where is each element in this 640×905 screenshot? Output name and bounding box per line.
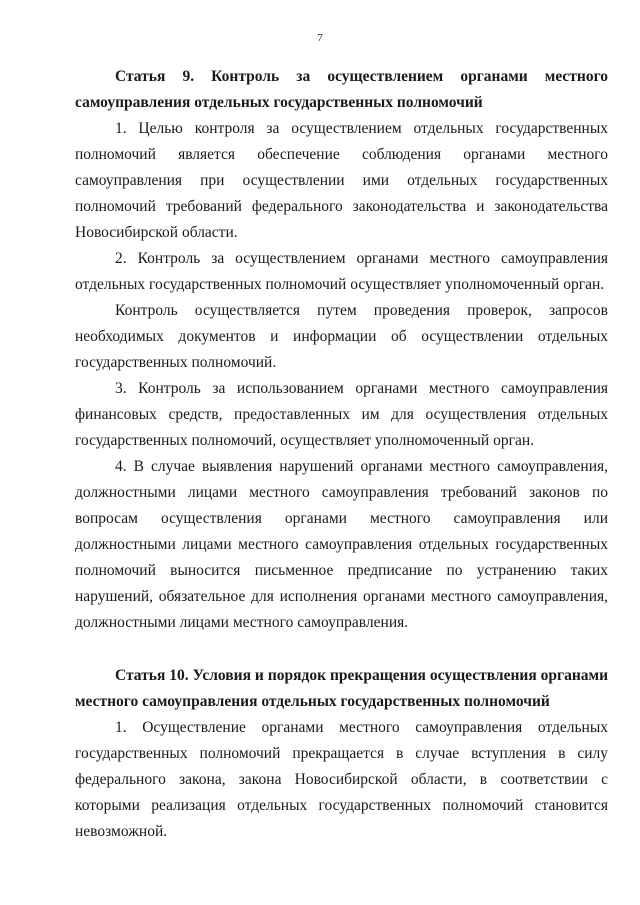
section-spacer	[75, 636, 608, 663]
article-9	[75, 64, 608, 636]
document-body	[75, 64, 608, 845]
article-10	[75, 663, 608, 845]
paragraph: 2. Контроль за осуществлением органами местного самоуправления отдельных государственных полномочий осуществляет уполномоченный орган.	[75, 250, 608, 293]
article-heading: Статья 9. Контроль за осуществлением органами местного самоуправления отдельных государственных полномочий	[75, 68, 608, 111]
paragraph: 1. Осуществление органами местного самоуправления отдельных государственных полномочий прекращается в случае вступления в силу федерального закона, закона Новосибирской области, в соответствии с которыми реализация отдельных государственных полномочий становится невозможной.	[75, 719, 608, 840]
paragraph: 1. Целью контроля за осуществлением отдельных государственных полномочий является обеспечение соблюдения органами местного самоуправления при осуществлении ими отдельных государственных полномочий требований федерального законодательства и законодательства Новосибирской области.	[75, 120, 608, 241]
paragraph: 4. В случае выявления нарушений органами местного самоуправления, должностными лицами местного самоуправления требований законов по вопросам осуществления органами местного самоуправления или должностными лицами местного самоуправления отдельных государственных полномочий выносится письменное предписание по устранению таких нарушений, обязательное для исполнения органами местного самоуправления, должностными лицами местного самоуправления.	[75, 458, 608, 631]
paragraph: 3. Контроль за использованием органами местного самоуправления финансовых средств, предоставленных им для осуществления отдельных государственных полномочий, осуществляет уполномоченный орган.	[75, 380, 608, 449]
paragraph: Контроль осуществляется путем проведения проверок, запросов необходимых документов и информации об осуществлении отдельных государственных полномочий.	[75, 302, 608, 371]
article-heading: Статья 10. Условия и порядок прекращения осуществления органами местного самоуправления отдельных государственных полномочий	[75, 667, 608, 710]
page-number: 7	[317, 32, 323, 44]
